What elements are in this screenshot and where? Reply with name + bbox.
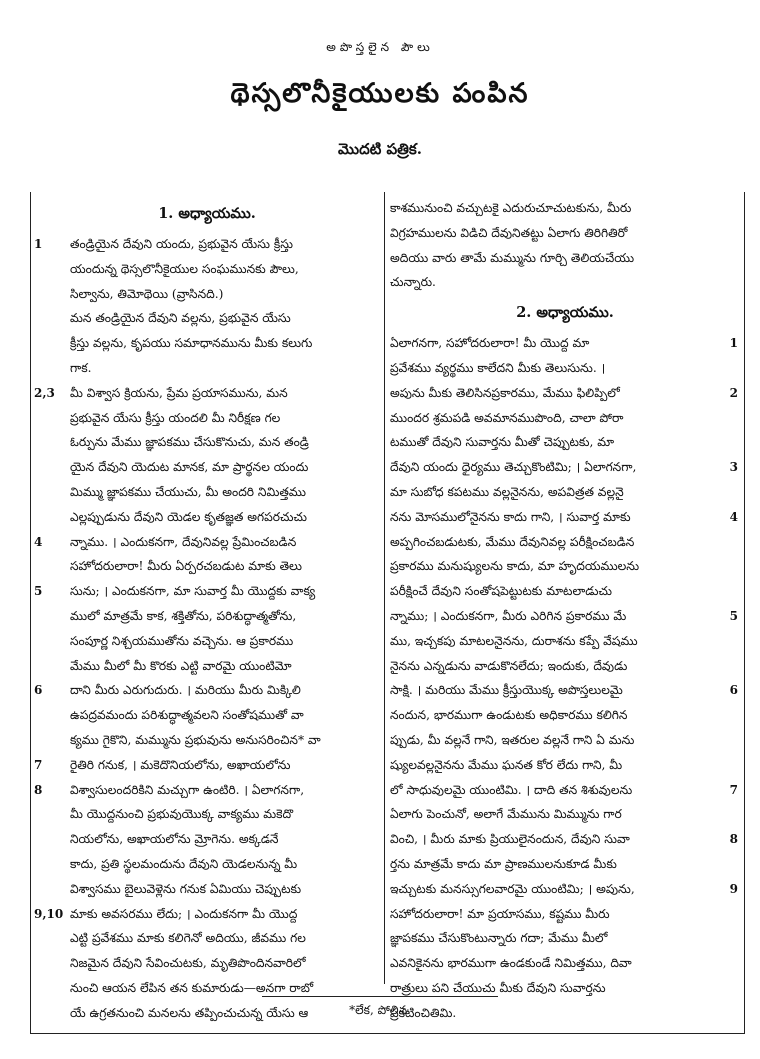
verse-line	[34, 902, 380, 927]
verse-line	[34, 802, 380, 827]
book-label: అపొస్తలైన పౌలు	[326, 40, 434, 54]
verse-line	[390, 196, 740, 221]
verse-text: ఎట్టి ప్రవేశము మాకు కలిగెనో అదియు, జీవము గల	[70, 931, 306, 946]
verse-text: సహోదరులారా! మీరు ఏర్పరచబడుట మాకు తెలు	[70, 559, 302, 574]
verse-text: న్నాము; । ఎందుకనగా, మీరు ఎరిగిన ప్రకారము మే	[390, 608, 627, 623]
verse-line	[34, 629, 380, 654]
verse-line	[390, 728, 740, 753]
chapter-heading-2: 2. అధ్యాయము.	[516, 304, 614, 322]
verse-number: 5	[34, 584, 43, 599]
verse-line	[390, 926, 740, 951]
verse-line	[390, 778, 740, 803]
verse-text: సహోదరులారా! మా ప్రయాసము, కష్టము మీరు	[390, 906, 610, 921]
verse-line	[390, 703, 740, 728]
verse-line	[34, 331, 380, 356]
verse-line	[34, 554, 380, 579]
verse-text: దాని మీరు ఎరుగుదురు. । మరియు మీరు మిక్కిలి	[70, 683, 301, 698]
verse-number: 4	[34, 534, 43, 549]
verse-text: యందున్న థెస్సలొనీకైయుల సంఘమునకు పౌలు,	[70, 261, 299, 276]
verse-number: 8	[34, 782, 43, 797]
verse-text: ప్రకారము మనుష్యులను కాదు, మా హృదయములను	[390, 559, 640, 574]
verse-text: సును; । ఎందుకనగా, మా సువార్త మీ యొద్దకు వాక్య	[70, 584, 316, 599]
verse-text: సంపూర్ణ నిశ్చయముతోను వచ్చెను. ఆ ప్రకారము	[70, 633, 294, 648]
verse-text: కాదు, ప్రతి స్థలమందును దేవుని యెడలనున్న మీ	[70, 856, 298, 871]
verse-line	[34, 257, 380, 282]
verse-text: యైన దేవుని యెదుట మానక, మా ప్రార్థనల యందు	[70, 460, 309, 475]
verse-text: అదియు వారు తామే మమ్మును గూర్చి తెలియచేయు	[390, 250, 635, 265]
verse-number: 8	[729, 832, 738, 847]
verse-text: ఎల్లప్పుడును దేవుని యెడల కృతజ్ఞత అగపరచుచు	[70, 509, 307, 524]
verse-text: క్యము గైకొని, మమ్మును ప్రభువును అనుసరించిన* వా	[70, 732, 321, 747]
verse-line	[390, 331, 740, 356]
verse-line	[34, 282, 380, 307]
verse-text: సిల్వాను, తిమోథెయి (వ్రాసినది.)	[70, 286, 224, 301]
verse-text: సాక్షి. । మరియు మేము క్రీస్తుయొక్క అపొస్తలులమై	[390, 683, 623, 698]
verse-line	[34, 852, 380, 877]
verse-text: విగ్రహములను విడిచి దేవునితట్టు ఏలాగు తిరిగితిరో	[390, 225, 628, 240]
verse-text: నను మోసములోనైనను కాదు గాని, । సువార్త మాకు	[390, 509, 631, 524]
verse-line	[390, 802, 740, 827]
verse-text: టముతో దేవుని సువార్తను మీతో చెప్పుటకు, మా	[390, 435, 615, 450]
verse-number: 2	[729, 385, 738, 400]
verse-number: 1	[34, 237, 43, 251]
verse-line	[34, 604, 380, 629]
verse-number: 2,3	[34, 385, 55, 400]
verse-text: ఓర్పును మేము జ్ఞాపకము చేసుకొనుచు, మన తండ్రి	[70, 435, 309, 450]
verse-line	[34, 306, 380, 331]
verse-line	[390, 505, 740, 530]
verse-text: అపును మీకు తెలిసినప్రకారము, మేము ఫిలిప్పిలో	[390, 385, 620, 400]
verse-line	[34, 232, 380, 257]
verse-number: 9,10	[34, 906, 64, 921]
verse-number: 9	[729, 881, 738, 896]
verse-line	[34, 505, 380, 530]
verse-text: అప్పగించబడుటకు, మేము దేవునివల్ల పరీక్షించబడిన	[390, 534, 635, 549]
verse-line	[390, 270, 740, 295]
verse-line	[390, 530, 740, 555]
verse-text: మీ యొద్దనుంచి ప్రభువుయొక్క వాక్యము మకెదొ	[70, 807, 294, 822]
verse-text: మాకు అవసరము లేదు; । ఎందుకనగా మీ యొద్ద	[70, 906, 298, 921]
verse-line	[390, 902, 740, 927]
verse-line	[390, 381, 740, 406]
verse-text: మిమ్ము జ్ఞాపకము చేయుచు, మీ అందరి నిమిత్తము	[70, 484, 306, 499]
verse-text: ముందర శ్రమపడి అవమానముపొంది, చాలా పోరా	[390, 410, 624, 425]
verse-number: 7	[729, 782, 738, 797]
verse-text: ము, ఇచ్చకపు మాటలనైనను, దురాశను కప్పే వేషము	[390, 633, 638, 648]
verse-text: మన తండ్రియైన దేవుని వల్లను, ప్రభువైన యేసు	[70, 311, 291, 326]
verse-line	[390, 877, 740, 902]
chapter-heading-1: 1. అధ్యాయము.	[158, 205, 256, 222]
verse-line	[34, 381, 380, 406]
verse-number: 4	[729, 509, 738, 524]
verse-line	[390, 951, 740, 976]
verse-text: ఏలాగు పెంచునో, అలాగే మేమును మిమ్మును గార	[390, 807, 622, 822]
verse-line	[390, 827, 740, 852]
verse-text: నియలోను, అఖాయలోను మ్రోగెను. అక్కడనే	[70, 832, 279, 847]
page-title: థెస్సలొనీకైయులకు పంపిన	[230, 78, 530, 109]
verse-text: చున్నారు.	[390, 275, 436, 290]
verse-line	[34, 728, 380, 753]
verse-line	[390, 480, 740, 505]
right-column	[390, 196, 740, 1026]
verse-text: ఎవనికైనను భారముగా ఉండకుండే నిమిత్తము, దివా	[390, 956, 632, 971]
verse-text: రాత్రులు పని చేయుచు మీకు దేవుని సువార్తను	[390, 980, 606, 995]
verse-line	[390, 604, 740, 629]
footnote-rule	[262, 996, 498, 997]
verse-text: ఏలాగనగా, సహోదరులారా! మీ యొద్ద మా	[390, 336, 590, 351]
verse-line	[34, 827, 380, 852]
verse-number: 3	[729, 460, 738, 475]
verse-text: మీ విశ్వాస క్రియను, ప్రేమ ప్రయాసమును, మన	[70, 385, 288, 400]
verse-line	[390, 406, 740, 431]
verse-text: పరీక్షించే దేవుని సంతోషపెట్టుటకు మాటలాడుచు	[390, 584, 612, 599]
verse-text: వించి, । మీరు మాకు ప్రియులైనందున, దేవుని సువా	[390, 832, 630, 847]
verse-text: మా సుబోధ కపటము వల్లనైనను, అపవిత్రత వల్లనై	[390, 484, 624, 499]
verse-line	[34, 703, 380, 728]
verse-line	[390, 753, 740, 778]
verse-line	[34, 877, 380, 902]
verse-line	[390, 852, 740, 877]
verse-line	[390, 554, 740, 579]
footnote: *లేక, పోలిన.	[349, 1003, 411, 1017]
verse-text: ఇచ్చుటకు మనస్సుగలవారమై యుంటిమి; । అపును,	[390, 881, 635, 896]
verse-text: కాశమునుంచి వచ్చుటకై ఎదురుచూచుటకును, మీరు	[390, 201, 632, 215]
verse-line	[34, 951, 380, 976]
verse-text: లో సాధువులమై యుంటిమి. । దాది తన శిశువులను	[390, 782, 633, 797]
verse-text: మేము మీలో మీ కొరకు ఎట్టి వారమై యుంటిమో	[70, 658, 292, 673]
verse-line	[34, 778, 380, 803]
verse-text: న్నాము. । ఎందుకనగా, దేవునివల్ల ప్రేమించబడిన	[70, 534, 297, 549]
verse-line	[390, 430, 740, 455]
verse-text: నందున, భారముగా ఉండుటకు అధికారము కలిగిన	[390, 708, 628, 723]
verse-line	[34, 926, 380, 951]
verse-number: 6	[729, 683, 738, 698]
verse-text: ప్రవేశము వ్యర్థము కాలేదని మీకు తెలుసును. ।	[390, 360, 606, 375]
verse-line	[34, 753, 380, 778]
verse-text: నిజమైన దేవుని సేవించుటకు, మృతిపొందినవారిలో	[70, 956, 306, 971]
verse-text: ప్పుడు, మీ వల్లనే గాని, ఇతరుల వల్లనే గాని ఏ మను	[390, 732, 635, 747]
left-column	[34, 196, 380, 1026]
verse-text: తండ్రియైన దేవుని యందు, ప్రభువైన యేసు క్రీస్తు	[70, 237, 293, 251]
page-subtitle: మొదటి పత్రిక.	[338, 140, 422, 158]
verse-line	[390, 221, 740, 246]
verse-line	[34, 455, 380, 480]
verse-line	[34, 678, 380, 703]
verse-line	[34, 579, 380, 604]
verse-number: 1	[729, 336, 738, 351]
verse-line	[34, 356, 380, 381]
verse-line	[390, 356, 740, 381]
verse-text: ఉపద్రవమందు పరిశుద్ధాత్మవలని సంతోషముతో వా	[70, 708, 304, 723]
verse-text: ప్రకటించితిమి.	[390, 1005, 457, 1020]
verse-number: 7	[34, 757, 43, 772]
verse-text: ములో మాత్రమే కాక, శక్తితోను, పరిశుద్ధాత్మతోను,	[70, 608, 297, 623]
verse-text: ర్తను మాత్రమే కాదు మా ప్రాణములనుకూడ మీకు	[390, 856, 617, 871]
verse-text: దేవుని యందు ధైర్యము తెచ్చుకొంటిమి; । ఏలాగనగా,	[390, 460, 637, 475]
verse-number: 6	[34, 683, 43, 698]
verse-line	[34, 480, 380, 505]
verse-text: నైనను ఎన్నడును వాడుకొనలేదు; ఇందుకు, దేవుడు	[390, 658, 628, 673]
verse-text: క్రీస్తు వల్లను, కృపయు సమాధానమును మీకు కలుగు	[70, 336, 313, 351]
verse-number: 5	[729, 608, 738, 623]
verse-text: జ్ఞాపకము చేసుకొంటున్నారు గదా; మేము మీలో	[390, 931, 608, 946]
column-divider	[384, 192, 385, 984]
verse-text: రైతిరి గనుక, । మకెదొనియలోను, అఖాయలోను	[70, 757, 291, 772]
verse-text: నుంచి ఆయన లేపిన తన కుమారుడు—అనగా రాబో	[70, 980, 314, 995]
verse-line	[34, 430, 380, 455]
verse-line	[390, 246, 740, 271]
verse-line	[34, 530, 380, 555]
verse-text: ప్రభువైన యేసు క్రీస్తు యందలి మీ నిరీక్షణ గల	[70, 410, 281, 425]
verse-line	[390, 678, 740, 703]
verse-text: గాక.	[70, 360, 92, 375]
verse-line	[390, 654, 740, 679]
verse-line	[34, 406, 380, 431]
verse-line	[390, 455, 740, 480]
verse-line	[390, 579, 740, 604]
verse-text: విశ్వాసము బైలువెళ్లెను గనుక ఏమియు చెప్పుటకు	[70, 881, 302, 896]
verse-line	[390, 629, 740, 654]
verse-text: యే ఉగ్రతనుంచి మనలను తప్పించుచున్న యేసు ఆ	[70, 1005, 309, 1020]
verse-text: విశ్వాసులందరికిని మచ్చుగా ఉంటిరి. । ఏలాగనగా,	[70, 782, 305, 797]
verse-text: ష్యులవల్లనైనను మేము ఘనత కోర లేదు గాని, మీ	[390, 757, 623, 772]
verse-line	[34, 654, 380, 679]
